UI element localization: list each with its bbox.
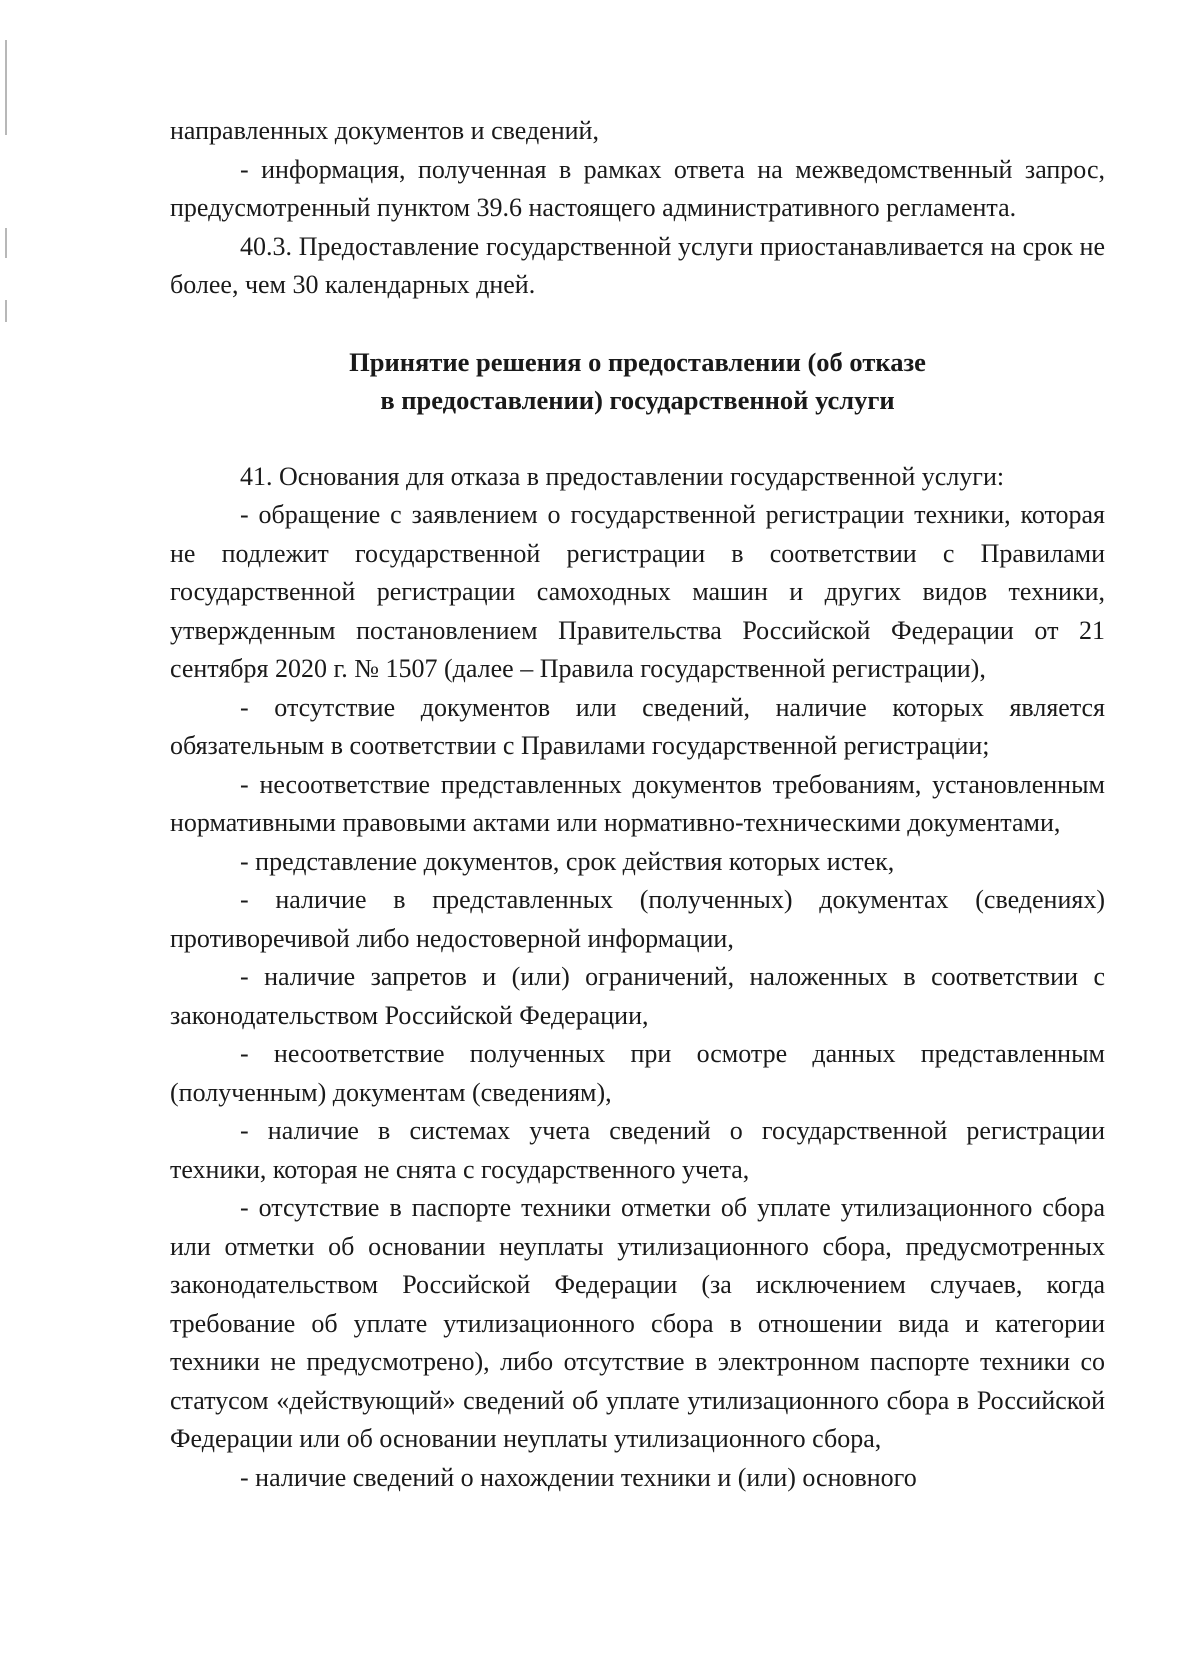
paragraph: - отсутствие в паспорте техники отметки об уплате утилизационного сбора или отметки об основании неуплаты утилизационного сбора, предусмотренных законодательством Российской Федерации (за исключением случаев, когда требование об уплате утилизационного сбора в отношении вида и категории техники не предусмотрено), либо отсутствие в электронном паспорте техники со статусом «действующий» сведений об уплате утилизационного сбора в Российской Федерации или об основании неуплаты утилизационного сбора, (170, 1193, 1105, 1453)
document-body (170, 112, 1105, 1497)
section-heading-line: Принятие решения о предоставлении (об отказе (349, 346, 926, 377)
paragraph: 41. Основания для отказа в предоставлении государственной услуги: (240, 461, 1005, 491)
paragraph: - отсутствие документов или сведений, наличие которых является обязательным в соответствии с Правилами государственной регистрации; (170, 692, 1105, 760)
paragraph: - наличие сведений о нахождении техники и (или) основного (240, 1462, 917, 1492)
scan-edge-mark (5, 300, 7, 322)
paragraph: 40.3. Предоставление государственной услуги приостанавливается на срок не более, чем 30 календарных дней. (170, 231, 1105, 299)
paragraph: - несоответствие полученных при осмотре данных представленным (полученным) документам (сведениям), (170, 1039, 1105, 1107)
section-heading (170, 343, 1105, 420)
paragraph: - информация, полученная в рамках ответа на межведомственный запрос, предусмотренный пунктом 39.6 настоящего административного регламента. (170, 154, 1105, 222)
paragraph: - наличие запретов и (или) ограничений, наложенных в соответствии с законодательством Российской Федерации, (170, 962, 1105, 1030)
paragraph: - наличие в представленных (полученных) документах (сведениях) противоречивой либо недостоверной информации, (170, 885, 1105, 953)
paragraph: - несоответствие представленных документов требованиям, установленным нормативными правовыми актами или нормативно-техническими документами, (170, 769, 1105, 837)
scan-edge-mark (5, 40, 7, 135)
scan-edge-mark (5, 228, 7, 258)
paragraph: направленных документов и сведений, (170, 116, 599, 145)
paragraph: - наличие в системах учета сведений о государственной регистрации техники, которая не снята с государственного учета, (170, 1116, 1105, 1184)
paragraph: - представление документов, срок действия которых истек, (240, 846, 895, 876)
paragraph: - обращение с заявлением о государственной регистрации техники, которая не подлежит государственной регистрации в соответствии с Правилами государственной регистрации самоходных машин и других видов техники, утвержденным постановлением Правительства Российской Федерации от 21 сентября 2020 г. № 1507 (далее – Правила государственной регистрации), (170, 500, 1105, 683)
section-heading-line: в предоставлении) государственной услуги (380, 385, 895, 415)
